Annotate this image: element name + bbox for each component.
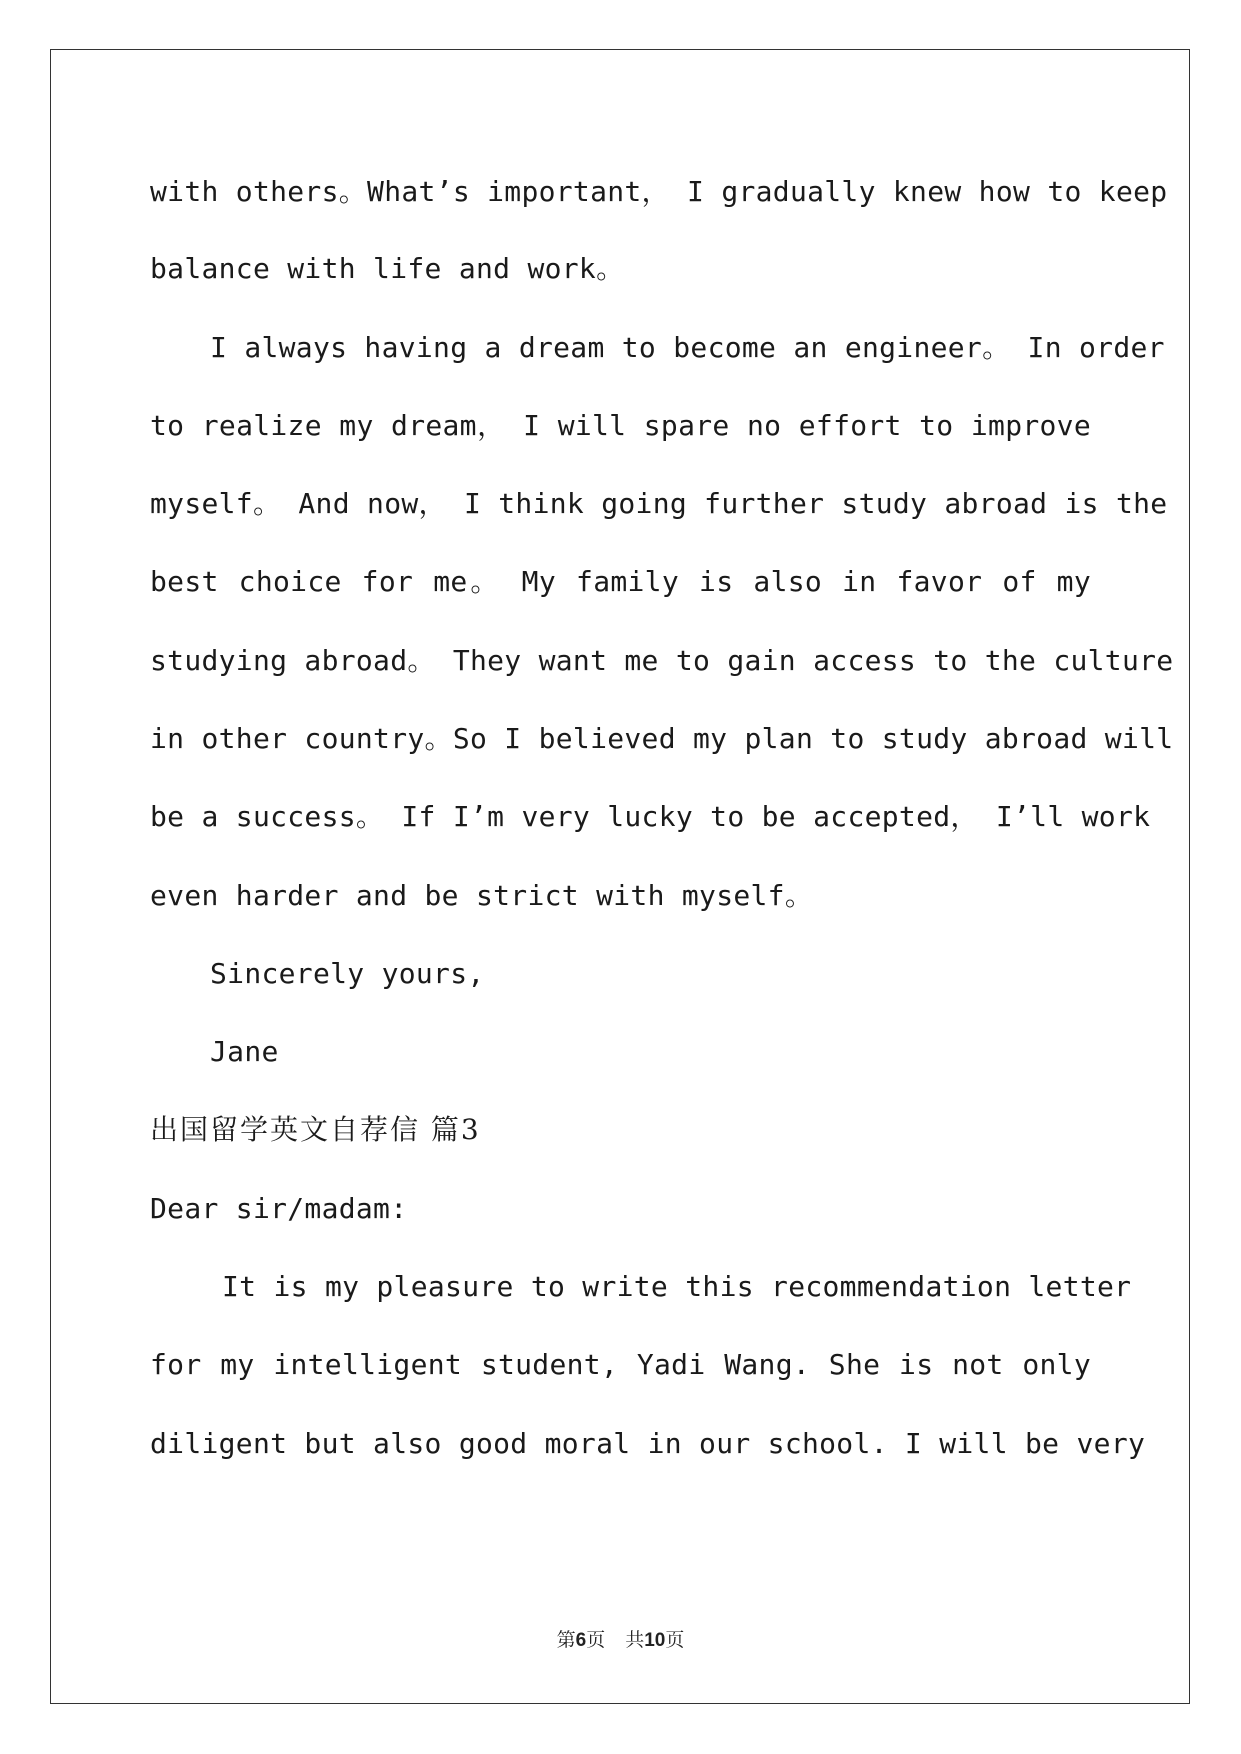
text-line: for my intelligent student, Yadi Wang. She is not only <box>150 1348 1091 1381</box>
salutation: Dear sir/madam: <box>150 1192 408 1225</box>
text-line: even harder and be strict with myself。 <box>150 879 814 912</box>
text-line: studying abroad。 They want me to gain access to the culture <box>150 644 1174 677</box>
footer-page-suffix: 页 <box>586 1629 606 1651</box>
text-line: balance with life and work。 <box>150 252 625 285</box>
total-pages: 10 <box>644 1630 666 1651</box>
text-line: best choice for me。 My family is also in favor of my <box>150 565 1091 598</box>
text-line: with others。What’s important， I gradually knew how to keep <box>150 175 1168 208</box>
text-line: be a success。 If I’m very lucky to be accepted， I’ll work <box>150 800 1151 833</box>
text-line: in other country。So I believed my plan to study abroad will <box>150 722 1174 755</box>
closing: Sincerely yours, <box>210 957 485 990</box>
text-line: to realize my dream， I will spare no effort to improve <box>150 409 1091 442</box>
footer-prefix: 第 <box>556 1629 576 1651</box>
page-footer <box>0 1628 1241 1653</box>
paragraph-first-line: I always having a dream to become an engineer。 In order <box>210 331 1165 364</box>
footer-total-suffix: 页 <box>665 1629 685 1651</box>
section-heading: 出国留学英文自荐信 篇3 <box>150 1113 481 1146</box>
signature: Jane <box>210 1035 279 1068</box>
text-line: myself。 And now， I think going further study abroad is the <box>150 487 1168 520</box>
page-number: 6 <box>575 1630 587 1651</box>
paragraph-first-line: It is my pleasure to write this recommendation letter <box>222 1270 1132 1303</box>
text-line: diligent but also good moral in our school. I will be very <box>150 1427 1146 1460</box>
footer-total-prefix: 共 <box>625 1629 645 1651</box>
